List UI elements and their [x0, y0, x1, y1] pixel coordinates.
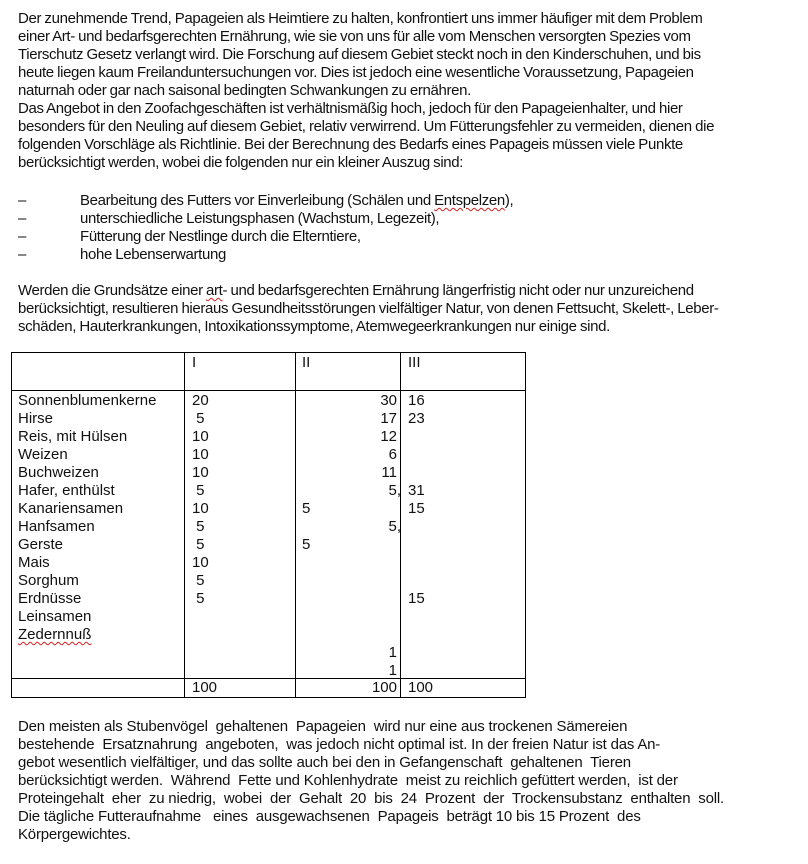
spellcheck-flagged-word[interactable]: art	[206, 282, 223, 299]
text-line: Proteingehalt eher zu niedrig, wobei der Gehalt 20 bis 24 Prozent der Trockensubstanz enthalten soll.	[18, 790, 724, 807]
table-cell: 15	[408, 590, 425, 607]
table-cell: 5	[192, 536, 205, 553]
column-header-iii: III	[408, 354, 421, 371]
table-row-label: Weizen	[18, 446, 68, 463]
text-line: einer Art- und bedarfsgerechten Ernährung, wie sie von uns für alle vom Menschen versorgten Spezies vom	[18, 28, 691, 45]
table-row-label: Sorghum	[18, 572, 79, 589]
total-cell-i: 100	[192, 679, 218, 696]
spellcheck-flagged-word[interactable]: Entspelzen	[434, 192, 505, 209]
header-divider	[12, 390, 525, 391]
dash-bullet-icon: –	[18, 210, 27, 227]
total-cell-ii: 100	[371, 679, 397, 696]
text-line: Den meisten als Stubenvögel gehaltenen Papageien wird nur eine aus trockenen Sämereien	[18, 718, 628, 735]
dash-bullet-icon: –	[18, 192, 27, 209]
table-cell: 1	[388, 644, 397, 661]
table-row-label: Gerste	[18, 536, 64, 553]
text-line: Werden die Grundsätze einer art- und bedarfsgerechten Ernährung längerfristig nicht oder nur unzureichend	[18, 282, 694, 299]
text-line: berücksichtigt werden. Während Fette und Kohlenhydrate meist zu reichlich gefüttert werden, ist der	[18, 772, 678, 789]
text-line: Tierschutz Gesetz verlangt wird. Die Forschung auf diesem Gebiet steckt noch in den Kinderschuhen, und bis	[18, 46, 701, 63]
column-header-ii: II	[302, 354, 311, 371]
text-line: berücksichtigt werden, wobei die folgenden nur ein kleiner Auszug sind:	[18, 154, 464, 171]
table-cell: 17	[380, 410, 397, 427]
table-cell: 20	[192, 392, 209, 409]
table-cell: 10	[192, 500, 209, 517]
text-line: Der zunehmende Trend, Papageien als Heimtiere zu halten, konfrontiert uns immer häufiger mit dem Problem	[18, 10, 703, 27]
totals-divider	[12, 678, 525, 679]
table-cell: 10	[192, 554, 209, 571]
table-cell: 5	[302, 500, 311, 517]
text-line: besonders für den Neuling auf diesem Gebiet, relativ verwirrend. Um Fütterungsfehler zu vermeiden, dienen die	[18, 118, 715, 135]
table-cell: 11	[381, 464, 397, 481]
column-divider	[295, 353, 296, 697]
text-line: naturnah oder gar nach saisonal bedingten Schwankungen zu ernähren.	[18, 82, 471, 99]
table-cell: 10	[192, 464, 209, 481]
table-cell: 5	[192, 518, 205, 535]
table-cell: 5	[192, 590, 205, 607]
table-cell: 30	[380, 392, 397, 409]
table-cell: 23	[408, 410, 425, 427]
text-line: berücksichtigt, resultieren hieraus Gesundheitsstörungen vielfältiger Natur, von denen Fettsucht, Skelett-, Leber-	[18, 300, 719, 317]
table-cell: 5	[192, 482, 205, 499]
table-row-label: Hirse	[18, 410, 54, 427]
table-cell: 5,	[388, 482, 401, 499]
table-row-label: Erdnüsse	[18, 590, 82, 607]
text-line: schäden, Hauterkrankungen, Intoxikationssymptome, Atemwegeerkrankungen nur einige sind.	[18, 318, 610, 335]
table-cell: 6	[388, 446, 397, 463]
total-cell-iii: 100	[408, 679, 434, 696]
table-row-label: Sonnenblumenkerne	[18, 392, 157, 409]
list-item-text: Bearbeitung des Futters vor Einverleibung (Schälen und	[80, 192, 435, 209]
list-item-text: unterschiedliche Leistungsphasen (Wachstum, Legezeit),	[80, 210, 440, 227]
table-row-label: Hafer, enthülst	[18, 482, 115, 499]
table-cell: 12	[380, 428, 397, 445]
table-row-label-flagged[interactable]: Zedernnuß	[18, 626, 92, 643]
table-row-label: Kanariensamen	[18, 500, 124, 517]
text-line: gebot wesentlich vielfältiger, und das sollte auch bei den in Gefangenschaft gehaltenen Tieren	[18, 754, 631, 771]
text-line: Die tägliche Futteraufnahme eines ausgewachsenen Papageis beträgt 10 bis 15 Prozent des	[18, 808, 641, 825]
table-row-label: Hanfsamen	[18, 518, 95, 535]
table-cell: 15	[408, 500, 425, 517]
table-row-label: Leinsamen	[18, 608, 92, 625]
list-item-text: ),	[504, 192, 514, 209]
table-row-label: Buchweizen	[18, 464, 99, 481]
column-divider	[184, 353, 185, 697]
dash-bullet-icon: –	[18, 228, 27, 245]
table-cell: 5	[192, 410, 205, 427]
dash-bullet-icon: –	[18, 246, 27, 263]
list-item-text: Fütterung der Nestlinge durch die Elterntiere,	[80, 228, 361, 245]
list-item-text: hohe Lebenserwartung	[80, 246, 226, 263]
feed-composition-table	[11, 352, 526, 698]
table-cell: 31	[408, 482, 425, 499]
text-line: bestehende Ersatznahrung angeboten, was jedoch nicht optimal ist. In der freien Natur ist das An-	[18, 736, 661, 753]
table-cell: 5	[192, 572, 205, 589]
table-cell: 5,	[388, 518, 401, 535]
text-line: Körpergewichtes.	[18, 826, 131, 843]
table-cell: 16	[408, 392, 425, 409]
text-line: folgenden Vorschläge als Richtlinie. Bei der Berechnung des Bedarfs eines Papageis müssen viele Punkte	[18, 136, 683, 153]
text-line: Das Angebot in den Zoofachgeschäften ist verhältnismäßig hoch, jedoch für den Papageienhalter, und hier	[18, 100, 683, 117]
table-row-label: Mais	[18, 554, 50, 571]
text-line: heute liegen kaum Freilanduntersuchungen vor. Dies ist jedoch eine wesentliche Voraussetzung, Papageien	[18, 64, 694, 81]
table-cell: 10	[192, 428, 209, 445]
table-cell: 5	[302, 536, 311, 553]
table-cell: 10	[192, 446, 209, 463]
column-header-i: I	[192, 354, 197, 371]
table-cell: 1	[388, 662, 397, 679]
table-row-label: Reis, mit Hülsen	[18, 428, 128, 445]
